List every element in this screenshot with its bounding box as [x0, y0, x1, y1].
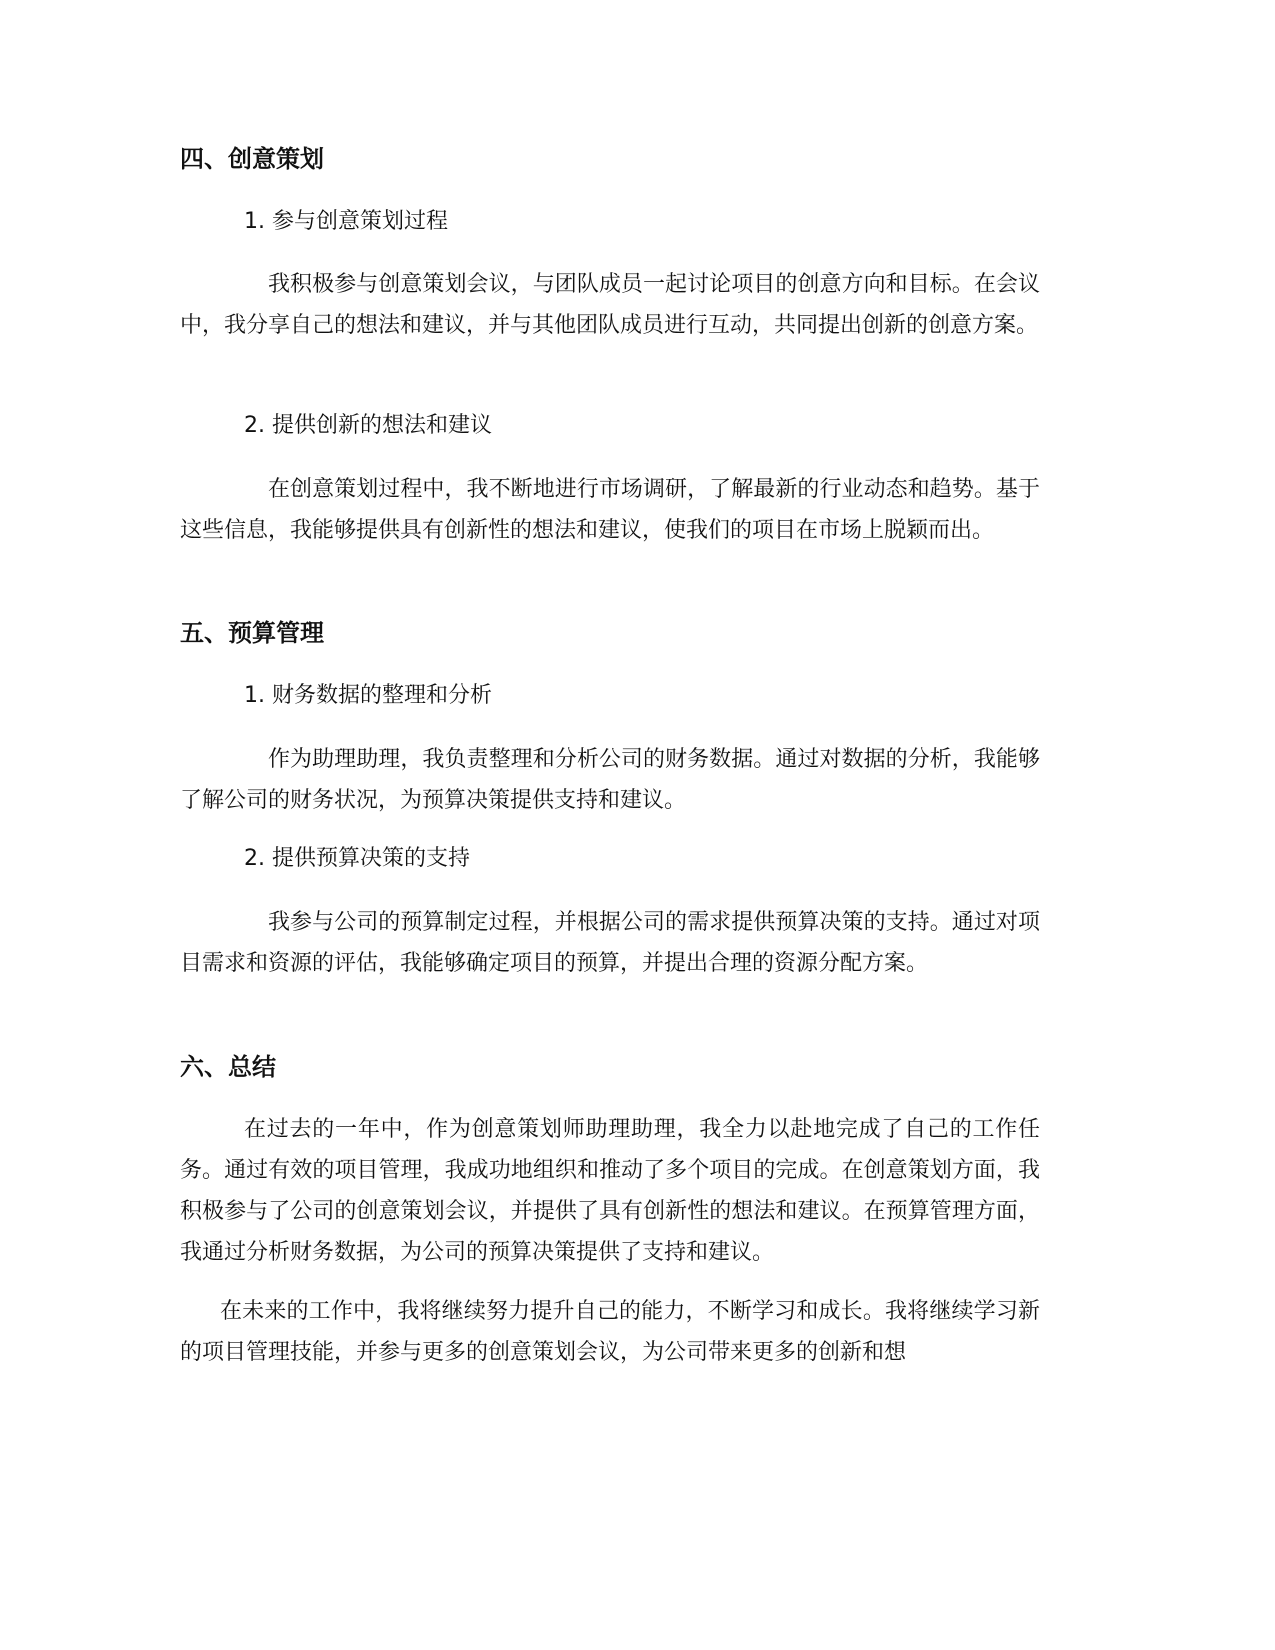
section-heading-summary: 六、总结 [180, 1053, 276, 1081]
section-heading-creative-planning: 四、创意策划 [180, 145, 324, 173]
item-body-budget-support: 我参与公司的预算制定过程，并根据公司的需求提供预算决策的支持。通过对项目需求和资源的评估，我能够确定项目的预算，并提出合理的资源分配方案。 [180, 910, 1040, 976]
item-body-innovative-ideas: 在创意策划过程中，我不断地进行市场调研，了解最新的行业动态和趋势。基于这些信息，我能够提供具有创新性的想法和建议，使我们的项目在市场上脱颖而出。 [180, 477, 1040, 543]
item-title-financial-data: 1. 财务数据的整理和分析 [244, 683, 492, 708]
item-body-financial-data: 作为助理助理，我负责整理和分析公司的财务数据。通过对数据的分析，我能够了解公司的财务状况，为预算决策提供支持和建议。 [180, 747, 1040, 813]
item-title-participate-planning: 1. 参与创意策划过程 [244, 209, 448, 234]
summary-paragraph-2: 在未来的工作中，我将继续努力提升自己的能力，不断学习和成长。我将继续学习新的项目管理技能，并参与更多的创意策划会议，为公司带来更多的创新和想 [180, 1299, 1040, 1365]
item-body-participate-planning: 我积极参与创意策划会议，与团队成员一起讨论项目的创意方向和目标。在会议中，我分享自己的想法和建议，并与其他团队成员进行互动，共同提出创新的创意方案。 [180, 272, 1040, 338]
summary-paragraph-1: 在过去的一年中，作为创意策划师助理助理，我全力以赴地完成了自己的工作任务。通过有效的项目管理，我成功地组织和推动了多个项目的完成。在创意策划方面，我积极参与了公司的创意策划会议，并提供了具有创新性的想法和建议。在预算管理方面，我通过分析财务数据，为公司的预算决策提供了支持和建议。 [180, 1117, 1040, 1265]
item-title-innovative-ideas: 2. 提供创新的想法和建议 [244, 413, 492, 438]
section-heading-budget-management: 五、预算管理 [180, 619, 324, 647]
item-title-budget-support: 2. 提供预算决策的支持 [244, 846, 470, 871]
